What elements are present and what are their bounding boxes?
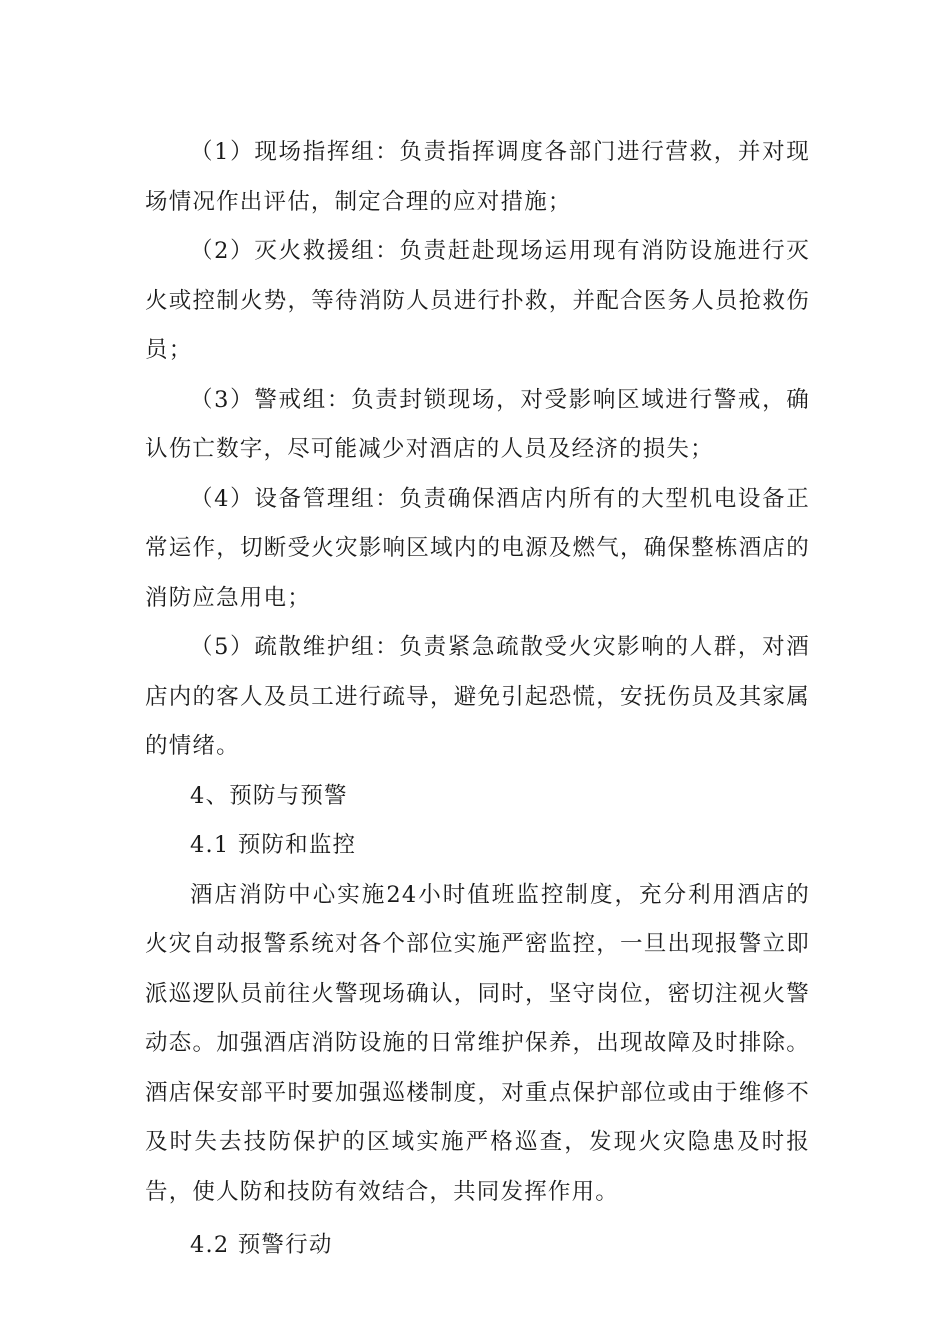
paragraph-evacuation-group: （5）疏散维护组：负责紧急疏散受火灾影响的人群，对酒店内的客人及员工进行疏导，避免引起恐慌，安抚伤员及其家属的情绪。 — [145, 634, 810, 759]
paragraph-firefighting-group: （2）灭火救援组：负责赶赴现场运用现有消防设施进行灭火或控制火势，等待消防人员进行扑救，并配合医务人员抢救伤员； — [145, 238, 810, 363]
paragraph-command-group: （1）现场指挥组：负责指挥调度各部门进行营救，并对现场情况作出评估，制定合理的应对措施； — [145, 139, 810, 215]
document-body — [145, 128, 810, 1271]
paragraph-prevention-monitoring: 酒店消防中心实施24小时值班监控制度，充分利用酒店的火灾自动报警系统对各个部位实施严密监控，一旦出现报警立即派巡逻队员前往火警现场确认，同时，坚守岗位，密切注视火警动态。加强酒店消防设施的日常维护保养，出现故障及时排除。酒店保安部平时要加强巡楼制度，对重点保护部位或由于维修不及时失去技防保护的区域实施严格巡查，发现火灾隐患及时报告，使人防和技防有效结合，共同发挥作用。 — [145, 881, 810, 1205]
section-heading-4-2: 4.2 预警行动 — [190, 1232, 333, 1258]
paragraph-cordon-group: （3）警戒组：负责封锁现场，对受影响区域进行警戒，确认伤亡数字，尽可能减少对酒店的人员及经济的损失； — [145, 386, 810, 462]
section-heading-4-1: 4.1 预防和监控 — [190, 832, 357, 858]
section-heading-4: 4、预防与预警 — [190, 782, 348, 809]
paragraph-equipment-group: （4）设备管理组：负责确保酒店内所有的大型机电设备正常运作，切断受火灾影响区域内的电源及燃气，确保整栋酒店的消防应急用电； — [145, 485, 810, 611]
